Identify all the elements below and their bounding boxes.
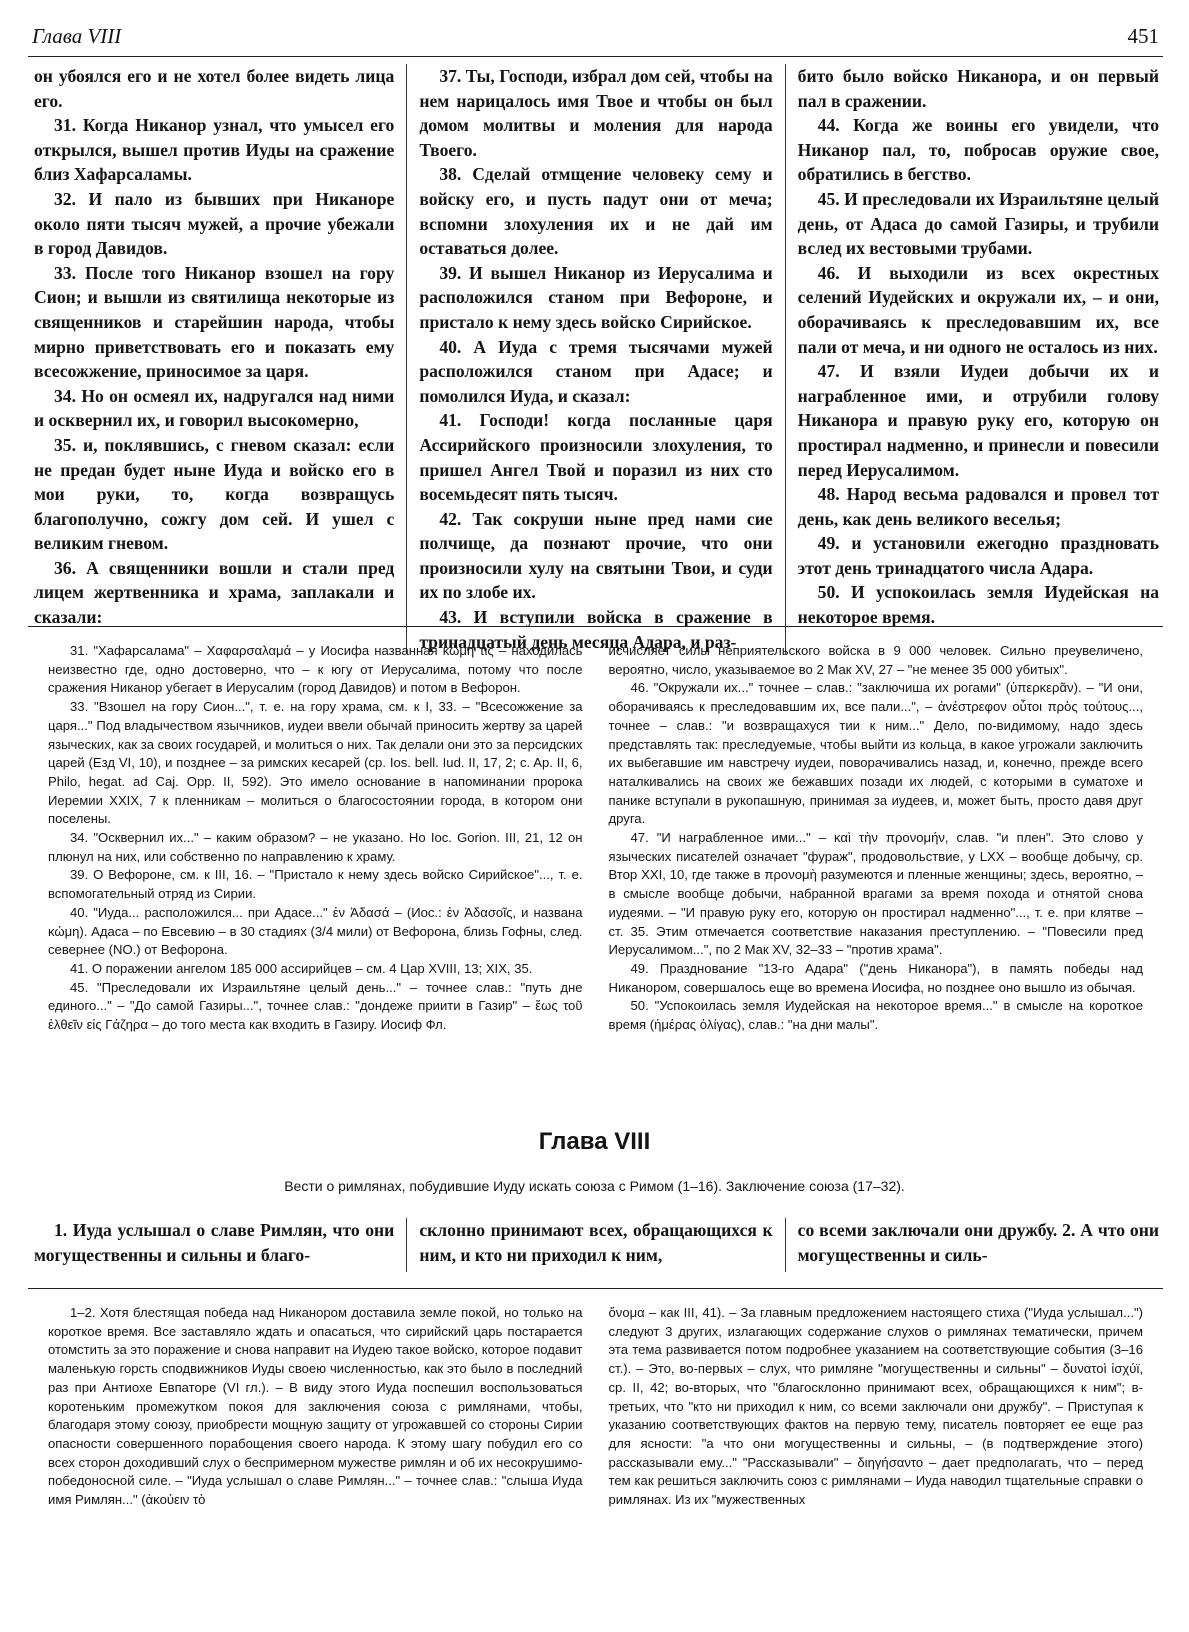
text-column-2 (406, 64, 784, 654)
note-paragraph: 40. "Иуда... расположился... при Адасе..." ἐν Ἀδασά – (Иос.: ἐν Ἀδασοῖς, и названа κώμη). Адаса – по Евсевию – в 30 стадиях (3/4 мили) от Вефорона, близь Гофны, след. севернее (NO.) от Вефорона. (48, 904, 583, 958)
verse-paragraph: 32. И пало из бывших при Никаноре около пяти тысяч мужей, а прочие убежали в город Давидов. (34, 188, 395, 259)
verse-paragraph: со всеми заключали они дружбу. 2. А что они могущественны и силь- (797, 1220, 1159, 1265)
note-paragraph: 45. "Преследовали их Израильтяне целый день..." – точнее слав.: "путь дне единого..." – "До самой Газиры...", точнее слав.: "дондеже приити в Газир" – ἕως τοῦ ἐλθεῖν εἰς Γάζηρα – до того места как входить в Газиру. Иосиф Фл. (48, 979, 583, 1033)
note-paragraph: 39. О Вефороне, см. к III, 16. – "Пристало к нему здесь войско Сирийское"..., т. е. вспомогательный отряд из Сирии. (48, 867, 583, 902)
verse-paragraph: 49. и установили ежегодно праздновать этот день тринадцатого числа Адара. (797, 533, 1159, 578)
page-header (28, 20, 1163, 57)
note-paragraph: 33. "Взошел на гору Сион...", т. е. на гору храма, см. к I, 33. – "Всесожжение за царя..." Под владычеством язычников, иудеи ввели обычай приносить жертву за царей языческих, как за своих государей, и молиться о них. Так делали они это за персидских царей (Езд VI, 10), и позднее – за римских кесарей (cp. Ios. bell. Iud. II, 17, 2; c. Ap. II, 6, Philo, hegat. ad Caj. Opp. II, 592). Это имело основание в напоминании пророка Иеремии XXIX, 7 к пленникам – молиться о благосостоянии города, в котором они поселены. (48, 699, 583, 827)
verse-paragraph: 1. Иуда услышал о славе Римлян, что они могущественны и сильны и благо- (34, 1220, 395, 1265)
main-text-columns (28, 64, 1163, 652)
text-column-1 (28, 64, 406, 654)
commentary-section (48, 642, 1143, 1102)
verse-paragraph: 39. И вышел Никанор из Иерусалима и расположился станом при Вефороне, и пристало к нему здесь войско Сирийское. (419, 262, 773, 332)
chapter-text-column-1 (28, 1218, 406, 1272)
verse-paragraph: 31. Когда Никанор узнал, что умысел его открылся, вышел против Иуды на сражение близ Хафарсаламы. (34, 115, 395, 185)
chapter-text-column-2 (406, 1218, 784, 1272)
chapter-commentary-column-1 (48, 1304, 583, 1624)
chapter-summary: Вести о римлянах, побудившие Иуду искать союза с Римом (1–16). Заключение союза (17–32). (284, 1178, 905, 1194)
note-paragraph: 1–2. Хотя блестящая победа над Никанором доставила земле покой, но только на короткое время. Все заставляло ждать и опасаться, что сирийский царь постарается отомстить за это поражение и снова направит на Иудею такое войско, которое подавит маленькую горсть сподвижников Иуды своею численностью, как это было в последний раз при Антиохе Евпаторе (VI гл.). – В виду этого Иуда поспешил воспользоваться коротеньким промежутком покоя для заключения союза с римлянами, чтобы, благодаря этому союзу, приобрести мощную защиту от угрожавшей со стороны Сирии опасности совершенного порабощения своего народа. К этому шагу побудил его со всех сторон доходивший слух о беспримерном мужестве римлян и об их несокрушимо-победоносной силе. – "Иуда услышал о славе Римлян..." – точнее слав.: "слыша Иуда имя Римлян..." (ἀκούειν τὸ (48, 1305, 583, 1508)
verse-paragraph: 50. И успокоилась земля Иудейская на некоторое время. (797, 582, 1159, 628)
verse-paragraph: склонно принимают всех, обращающихся к ним, и кто ни приходил к ним, (419, 1220, 773, 1265)
verse-paragraph: 46. И выходили из всех окрестных селений Иудейских и окружали их, – и они, оборачиваясь к преследовавшим их, все пали от меча, и ни одного не осталось из них. (797, 262, 1159, 357)
verse-paragraph: он убоялся его и не хотел более видеть лица его. (34, 66, 395, 111)
verse-paragraph: 36. А священники вошли и стали пред лицем жертвенника и храма, заплакали и сказали: (34, 557, 395, 628)
chapter-commentary-column-2 (609, 1304, 1144, 1624)
note-paragraph: ὄνομα – как III, 41). – За главным предложением настоящего стиха ("Иуда услышал...") следуют 3 других, излагающих содержание слухов о римлянах тематически, причем эта тема развивается потом подробнее указанием на соответствующие события (3–16 ст.). – Это, во-первых – слух, что римляне "могущественны и сильны" – δυνατοὶ ἰσχύϊ, ср. II, 42; во-вторых, что "благосклонно принимают всех, обращающихся к ним"; в-третьих, что "кто ни приходил к ним, со всеми заключали они дружбу". – Приступая к указанию соответствующих фактов на первую тему, писатель повторяет ее еще раз для ясности: "а что они могущественны и сильны, – (в подтверждение этого) рассказывали ему..." "Рассказывали" – διηγήσαντο – дает предполагать, что – перед тем как решиться заключить союз с римлянами – Иуда наводил тщательные справки о римлянах. Из их "мужественных (608, 1305, 1143, 1508)
chapter-text-column-3 (785, 1218, 1163, 1272)
text-column-3 (785, 64, 1163, 654)
verse-paragraph: 37. Ты, Господи, избрал дом сей, чтобы на нем нарицалось имя Твое и чтобы он был домом молитвы и моления для народа Твоего. (419, 66, 773, 160)
running-head-chapter: Глава VIII (32, 24, 122, 48)
chapter-commentary-section (48, 1304, 1143, 1624)
verse-paragraph: 38. Сделай отмщение человеку сему и войску его, и пусть падут они от меча; вспомни злохуления их и не дай им оставаться долее. (419, 164, 773, 259)
note-paragraph: 41. О поражении ангелом 185 000 ассирийцев – см. 4 Цар XVIII, 13; XIX, 35. (70, 960, 533, 976)
chapter-text-columns (28, 1218, 1163, 1272)
divider-rule (28, 1288, 1163, 1289)
page-number: 451 (1127, 24, 1159, 48)
verse-paragraph: 45. И преследовали их Израильтяне целый день, от Адаса до самой Газиры, и трубили вслед их вестовыми трубами. (797, 188, 1159, 259)
verse-paragraph: 44. Когда же воины его увидели, что Никанор пал, то, побросав оружие свое, обратились в бегство. (797, 115, 1159, 185)
verse-paragraph: 42. Так сокруши ныне пред нами сие полчище, да познают прочие, что они произносили хулу на святыни Твои, и суди их по злобе их. (419, 508, 773, 603)
note-paragraph: 49. Празднование "13-го Адара" ("день Никанора"), в память победы над Никанором, совершалось еще во времена Иосифа, но позднее оно вышло из обычая. (608, 960, 1143, 995)
divider-rule (28, 626, 1163, 627)
note-paragraph: 47. "И награбленное ими..." – καὶ τὴν προνομήν, слав. "и плен". Это слово у языческих писателей означает "фураж", продовольствие, у LXX – вообще добычу, ср. Втор XXI, 10, где также в προνομὴ разумеются и пленные женщины; здесь, вероятно, – в смысле вообще добычи, набранной врагами за время похода и отнятой снова иудеями. – "И правую руку его, которую он простирал надменно"..., т. е. при клятве – ст. 35. Этим отмечается соответствие наказания преступлению. – "Повесили пред Иерусалимом...", по 2 Мак XV, 32–33 – "против храма". (608, 830, 1143, 958)
verse-paragraph: 43. И вступили войска в сражение в тринадцатый день месяца Адара, и раз- (419, 607, 773, 652)
verse-paragraph: 35. и, поклявшись, с гневом сказал: если не предан будет ныне Иуда и войско его в мои руки, то, когда возвращусь благополучно, сожгу дом сей. И ушел с великим гневом. (34, 434, 395, 554)
commentary-column-2 (609, 642, 1144, 1102)
note-paragraph: 46. "Окружали их..." точнее – слав.: "заключиша их рогами" (ὑπερκερᾶν). – "И они, оборачиваясь к преследовавшим их, все пали...", – ἀνέστρεφον οὗτοι πρὸς τούτους..., точнее – слав.: "и возвращахуся тии к ним..." Дело, по-видимому, надо здесь представлять так: преследуемые, чтобы выйти из кольца, в какое угрожали заключить их выбегавшие им навстречу иудеи, поворачивались назад, и, конечно, прежде всего наталкивались на своих же бежавших позади их людей, с которыми в суматохе и панике вступали в рукопашную, принимая за иудеев, и, может быть, просто давя друг друга. (608, 680, 1143, 827)
verse-paragraph: 48. Народ весьма радовался и провел тот день, как день великого веселья; (797, 484, 1159, 529)
chapter-title: Глава VIII (538, 1128, 651, 1155)
verse-paragraph: 41. Господи! когда посланные царя Ассирийского произносили злохуления, то пришел Ангел Твой и поразил из них сто восемьдесят пять тысяч. (419, 410, 773, 505)
commentary-column-1 (48, 642, 583, 1102)
verse-paragraph: 47. И взяли Иудеи добычи их и награбленное ими, и отрубили голову Никанора и правую руку его, которую он простирал надменно, и принесли и повесили перед Иерусалимом. (797, 361, 1159, 480)
verse-paragraph: 33. После того Никанор взошел на гору Сион; и вышли из святилища некоторые из священников и старейшин народа, чтобы мирно приветствовать его и показать ему всесожжение, приносимое за царя. (34, 262, 395, 382)
note-paragraph: исчисляет силы неприятельского войска в 9 000 человек. Сильно преувеличено, вероятно, число, указываемое во 2 Мак XV, 27 – "не менее 35 000 убитых". (608, 643, 1143, 677)
verse-paragraph: 40. А Иуда с тремя тысячами мужей расположился станом при Адасе; и помолился Иуда, и сказал: (419, 336, 773, 406)
note-paragraph: 31. "Хафарсалама" – Χαφαρσαλαμά – у Иосифа названная κώμη τις – находилась неизвестно где, одно достоверно, что – к югу от Иерусалима, потому что после сражения Никанор убегает в Иерусалим (город Давидов) и потом в Вефорон. (48, 643, 583, 696)
verse-paragraph: 34. Но он осмеял их, надругался над ними и осквернил их, и говорил высокомерно, (34, 385, 395, 431)
note-paragraph: 50. "Успокоилась земля Иудейская на некоторое время..." в смысле на короткое время (ἡμέρας ὀλίγας), слав.: "на дни малы". (608, 998, 1143, 1033)
note-paragraph: 34. "Осквернил их..." – каким образом? – не указано. Но Ioc. Gorion. III, 21, 12 он плюнул на них, или собственно по направлению к храму. (48, 830, 583, 864)
verse-paragraph: бито было войско Никанора, и он первый пал в сражении. (797, 66, 1159, 111)
